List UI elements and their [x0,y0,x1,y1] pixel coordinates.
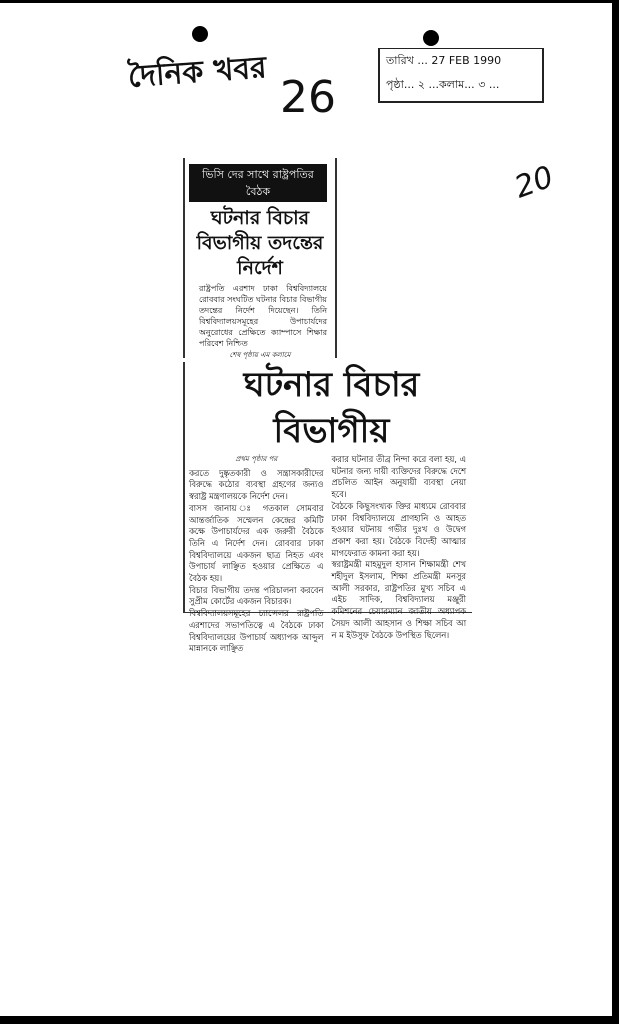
paragraph: করার ঘটনার তীব্র নিন্দা করে বলা হয়, এ ঘটনার জন্য দায়ী ব্যক্তিদের বিরুদ্ধে দেশে প্রচলিত আইন অনুযায়ী ব্যবস্থা নেয়া হবে। [331,454,466,500]
paragraph: স্বরাষ্ট্রমন্ত্রী মাহমুদুল হাসান শিক্ষামন্ত্রী শেখ শহীদুল ইসলাম, শিক্ষা প্রতিমন্ত্রী মনসুর আলী সরকার, রাষ্ট্রপতির মুখ্য সচিব এ এইচ সাদিক, বিশ্ববিদ্যালয় মঞ্জুরী কমিশনের চেয়ারম্যান জাতীয় অধ্যাপক সৈয়দ আলী আহসান ও শিক্ষা সচিব আ ন ম ইউসুফ বৈঠকে উপস্থিত ছিলেন। [331,559,466,640]
date-value: 27 FEB 1990 [431,54,502,67]
scan-edge-right [612,0,619,1024]
pencil-annotation: 20 [510,159,559,206]
continued-from-note: প্রথম পৃষ্ঠার পর [235,455,278,463]
paragraph: করতে দুষ্কৃতকারী ও সন্ত্রাসকারীদের বিরুদ্ধে কঠোর ব্যবস্থা গ্রহণের জন্যও স্বরাষ্ট্র মন্ত্রণালয়কে নির্দেশ দেন। [189,467,324,502]
page-value: ২ [417,78,425,91]
column-2 [332,454,467,655]
paragraph: বৈঠকে কিছুসংখ্যক ক্তির মাধ্যমে রোববার ঢাকা বিশ্ববিদ্যালয়ে প্রাণহানি ও আহত হওয়ার ঘটনায় গভীর দুঃখ ও উদ্বেগ প্রকাশ করা হয়। বৈঠকে বিদেহী আত্মার মাগফেরাত কামনা করা হয়। [331,500,466,558]
newspaper-masthead: দৈনিক খবর [126,50,268,95]
news-clipping-continued [183,362,472,654]
scan-edge-bottom [0,1016,619,1024]
punch-hole-left [192,26,208,42]
column-value: ৩ [478,78,486,91]
scan-edge-top [0,0,619,3]
paragraph: বিশ্ববিদ্যালয়সমূহের চ্যান্সেলর রাষ্ট্রপতি এরশাদের সভাপতিত্বে এ বৈঠকে ঢাকা বিশ্ববিদ্যালয়ের উপাচার্য অধ্যাপক আব্দুল মান্নানকে লাঞ্ছিত [189,608,324,654]
paragraph: বাসস জানায় ঃ গতকাল সোমবার আন্তর্জাতিক সম্মেলন কেন্দ্রের কমিটি কক্ষে উপাচার্যদের এক জরুরী বৈঠকে তিনি এ নির্দেশ দেন। রোববার ঢাকা বিশ্ববিদ্যালয়ে একজন ছাত্র নিহত এবং উপাচার্য লাঞ্ছিত হওয়ার প্রেক্ষিতে এ বৈঠক হয়। [189,502,324,584]
column-label: কলাম [438,78,465,91]
kicker-band: ভিসি দের সাথে রাষ্ট্রপতির বৈঠক [189,164,327,202]
paragraph: বিচার বিভাগীয় তদন্ত পরিচালনা করবেন সুপ্রীম কোর্টের একজন বিচারক। [189,584,324,607]
handwritten-page-number: 26 [280,72,336,123]
column-1 [189,454,324,655]
lead-paragraph: রাষ্ট্রপতি এরশাদ ঢাকা বিশ্ববিদ্যালয়ে রোববার সংঘটিত ঘটনার বিচার বিভাগীয় তদন্তের নির্দেশ দিয়েছেন। তিনি বিশ্ববিদ্যালয়সমূহের উপাচার্যদের অনুরোধের প্রেক্ষিতে ক্যাম্পাসে শিক্ষার পরিবেশ নিশ্চিত [199,284,327,348]
headline: ঘটনার বিচার বিভাগীয় তদন্তের নির্দেশ [196,207,324,279]
continued-note: শেষ পৃষ্ঠায় এম কলামে [229,351,291,359]
punch-hole-right [423,30,439,46]
page-label: পৃষ্ঠা [386,78,404,91]
date-label: তারিখ [386,54,414,67]
news-clipping-front [183,158,337,358]
stamp-date-row: তারিখ ... 27 FEB 1990 [386,54,502,67]
headline: ঘটনার বিচার বিভাগীয় [243,365,420,451]
stamp-page-row: পৃষ্ঠা... ২ ...কলাম... ৩ ... [386,78,500,91]
archive-stamp [378,48,544,103]
